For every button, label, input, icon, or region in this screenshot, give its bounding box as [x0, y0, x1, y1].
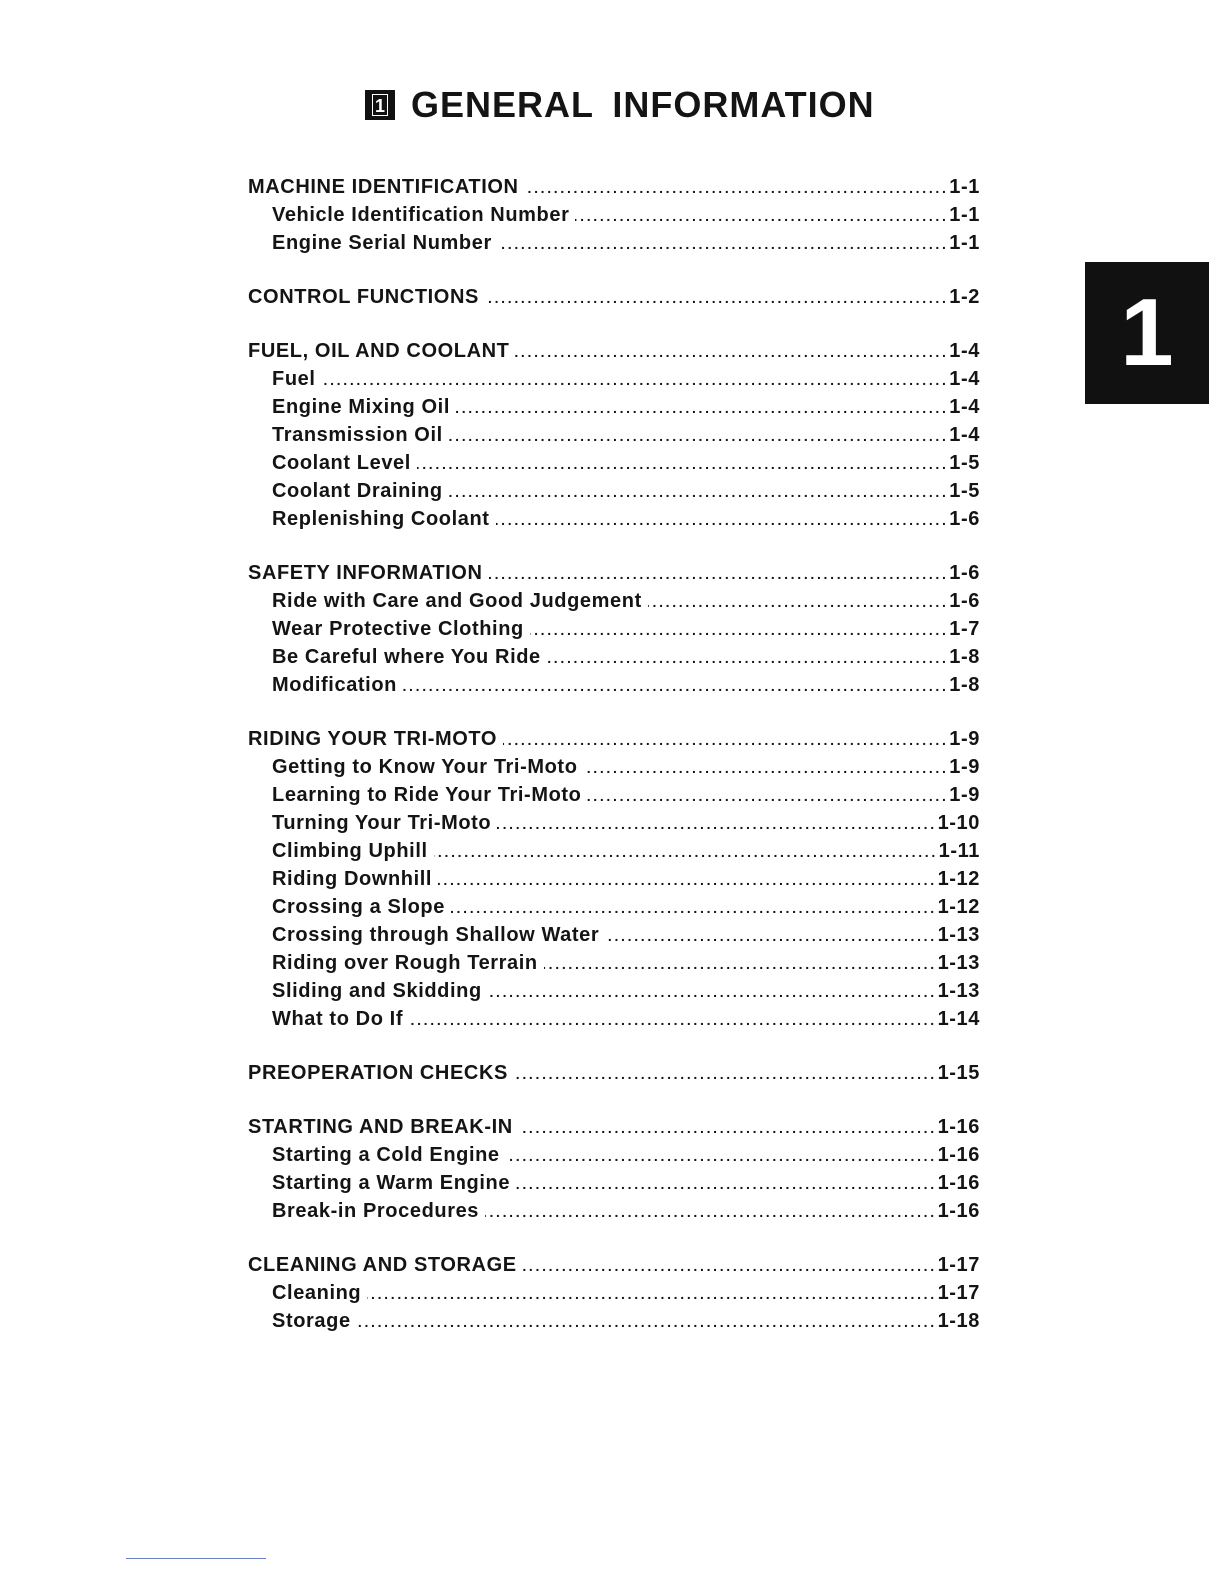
page-number: 1-4 [949, 396, 980, 418]
dot-leader [449, 421, 946, 441]
toc-section-heading[interactable] [248, 283, 980, 311]
toc-entry[interactable] [248, 201, 980, 229]
toc-entry-label: Coolant Level [272, 452, 411, 474]
toc-entry-label: Engine Mixing Oil [272, 396, 450, 418]
dot-leader [584, 753, 946, 773]
page-number: 1-5 [949, 480, 980, 502]
toc-section [248, 1113, 980, 1225]
dot-leader [519, 1113, 934, 1133]
toc-entry[interactable] [248, 449, 980, 477]
toc-entry[interactable] [248, 1141, 980, 1169]
toc-entry-label: Crossing a Slope [272, 896, 445, 918]
dot-leader [605, 921, 933, 941]
page-number: 1-18 [937, 1310, 980, 1332]
page-number: 1-9 [949, 784, 980, 806]
page-number: 1-15 [937, 1062, 980, 1084]
toc-entry-label: Climbing Uphill [272, 840, 428, 862]
dot-leader [523, 1251, 934, 1271]
chapter-header [365, 84, 875, 126]
dot-leader [434, 837, 935, 857]
toc-section-heading[interactable] [248, 1113, 980, 1141]
toc-entry-label: Break-in Procedures [272, 1200, 480, 1222]
toc-entry-label: Starting a Warm Engine [272, 1172, 511, 1194]
page-number: 1-1 [949, 204, 980, 226]
dot-leader [515, 337, 945, 357]
dot-leader [367, 1279, 933, 1299]
page-number: 1-16 [937, 1144, 980, 1166]
toc-entry[interactable] [248, 837, 980, 865]
toc-entry-label: Getting to Know Your Tri-Moto [272, 756, 578, 778]
toc-entry-label: Transmission Oil [272, 424, 443, 446]
page-number: 1-9 [949, 756, 980, 778]
dot-leader [485, 1197, 934, 1217]
toc-heading-label: STARTING AND BREAK-IN [248, 1116, 513, 1138]
toc-section-heading[interactable] [248, 1059, 980, 1087]
page-number: 1-17 [937, 1254, 980, 1276]
toc-entry[interactable] [248, 643, 980, 671]
toc-section [248, 1251, 980, 1335]
toc-entry-label: Vehicle Identification Number [272, 204, 570, 226]
dot-leader [403, 671, 945, 691]
toc-entry-label: Engine Serial Number [272, 232, 492, 254]
toc-entry[interactable] [248, 615, 980, 643]
toc-heading-label: FUEL, OIL AND COOLANT [248, 340, 510, 362]
dot-leader [506, 1141, 934, 1161]
dot-leader [456, 393, 945, 413]
dot-leader [409, 1005, 933, 1025]
toc-entry[interactable] [248, 753, 980, 781]
toc-entry[interactable] [248, 393, 980, 421]
dot-leader [322, 365, 946, 385]
toc-entry-label: Turning Your Tri-Moto [272, 812, 492, 834]
page-number: 1-12 [937, 896, 980, 918]
toc-entry-label: Cleaning [272, 1282, 362, 1304]
toc-entry-label: Coolant Draining [272, 480, 443, 502]
toc-entry[interactable] [248, 671, 980, 699]
dot-leader [489, 559, 946, 579]
page-number: 1-16 [937, 1200, 980, 1222]
chapter-side-tab: 1 [1085, 262, 1209, 404]
page-number: 1-13 [937, 952, 980, 974]
toc-entry[interactable] [248, 865, 980, 893]
page-number: 1-12 [937, 868, 980, 890]
toc-section [248, 559, 980, 699]
toc-section [248, 283, 980, 311]
page-number: 1-7 [949, 618, 980, 640]
toc-heading-label: PREOPERATION CHECKS [248, 1062, 508, 1084]
dot-leader [514, 1059, 934, 1079]
page-number: 1-14 [937, 1008, 980, 1030]
footer-divider [126, 1558, 266, 1559]
page-number: 1-6 [949, 562, 980, 584]
toc-entry[interactable] [248, 921, 980, 949]
chapter-number-icon [365, 90, 395, 120]
page-number: 1-10 [937, 812, 980, 834]
toc-entry[interactable] [248, 1169, 980, 1197]
dot-leader [496, 505, 946, 525]
toc-entry[interactable] [248, 1279, 980, 1307]
toc-entry-label: Fuel [272, 368, 316, 390]
toc-entry-label: Ride with Care and Good Judgement [272, 590, 642, 612]
table-of-contents [248, 173, 980, 1361]
page-number: 1-11 [938, 840, 980, 862]
dot-leader [485, 283, 945, 303]
page-number: 1-8 [949, 646, 980, 668]
toc-section [248, 1059, 980, 1087]
toc-section-heading[interactable] [248, 173, 980, 201]
toc-entry-label: What to Do If [272, 1008, 404, 1030]
dot-leader [357, 1307, 934, 1327]
page-number: 1-4 [949, 424, 980, 446]
toc-entry-label: Learning to Ride Your Tri-Moto [272, 784, 582, 806]
page-number: 1-13 [937, 980, 980, 1002]
toc-heading-label: MACHINE IDENTIFICATION [248, 176, 519, 198]
toc-entry-label: Modification [272, 674, 397, 696]
page-title: GENERAL INFORMATION [411, 84, 875, 125]
toc-entry-label: Riding over Rough Terrain [272, 952, 538, 974]
toc-section-heading[interactable] [248, 725, 980, 753]
toc-heading-label: RIDING YOUR TRI-MOTO [248, 728, 498, 750]
dot-leader [488, 977, 934, 997]
toc-entry[interactable] [248, 365, 980, 393]
toc-entry[interactable] [248, 505, 980, 533]
page-number: 1-6 [949, 590, 980, 612]
toc-entry-label: Wear Protective Clothing [272, 618, 524, 640]
dot-leader [530, 615, 945, 635]
toc-section [248, 173, 980, 257]
toc-section-heading[interactable] [248, 559, 980, 587]
toc-entry[interactable] [248, 949, 980, 977]
page-number: 1-1 [949, 176, 980, 198]
dot-leader [575, 201, 945, 221]
page-number: 1-1 [949, 232, 980, 254]
toc-entry[interactable] [248, 421, 980, 449]
toc-entry[interactable] [248, 893, 980, 921]
toc-section-heading[interactable] [248, 1251, 980, 1279]
dot-leader [417, 449, 945, 469]
dot-leader [498, 229, 945, 249]
page-number: 1-9 [949, 728, 980, 750]
toc-entry[interactable] [248, 477, 980, 505]
dot-leader [449, 477, 946, 497]
page-number: 1-5 [949, 452, 980, 474]
page-number: 1-2 [949, 286, 980, 308]
dot-leader [451, 893, 934, 913]
toc-entry[interactable] [248, 1005, 980, 1033]
dot-leader [525, 173, 946, 193]
page-number: 1-6 [949, 508, 980, 530]
toc-entry-label: Starting a Cold Engine [272, 1144, 500, 1166]
page-number: 1-4 [949, 368, 980, 390]
toc-entry[interactable] [248, 809, 980, 837]
page-number: 1-16 [937, 1172, 980, 1194]
dot-leader [587, 781, 945, 801]
dot-leader [547, 643, 946, 663]
page-number: 1-13 [937, 924, 980, 946]
toc-section-heading[interactable] [248, 337, 980, 365]
toc-entry[interactable] [248, 229, 980, 257]
chapter-badge-number: 1 [372, 94, 388, 116]
dot-leader [648, 587, 945, 607]
toc-entry-label: Riding Downhill [272, 868, 433, 890]
toc-section [248, 337, 980, 533]
toc-entry-label: Replenishing Coolant [272, 508, 490, 530]
dot-leader [438, 865, 933, 885]
dot-leader [544, 949, 934, 969]
toc-entry-label: Sliding and Skidding [272, 980, 482, 1002]
dot-leader [497, 809, 933, 829]
page-number: 1-8 [949, 674, 980, 696]
dot-leader [503, 725, 945, 745]
toc-entry-label: Be Careful where You Ride [272, 646, 541, 668]
toc-entry[interactable] [248, 781, 980, 809]
toc-section [248, 725, 980, 1033]
page-number: 1-16 [937, 1116, 980, 1138]
toc-entry[interactable] [248, 1197, 980, 1225]
dot-leader [516, 1169, 934, 1189]
toc-heading-label: CLEANING AND STORAGE [248, 1254, 517, 1276]
toc-entry[interactable] [248, 1307, 980, 1335]
toc-entry-label: Storage [272, 1310, 351, 1332]
page-number: 1-17 [937, 1282, 980, 1304]
page-number: 1-4 [949, 340, 980, 362]
toc-heading-label: CONTROL FUNCTIONS [248, 286, 479, 308]
toc-heading-label: SAFETY INFORMATION [248, 562, 483, 584]
toc-entry-label: Crossing through Shallow Water [272, 924, 600, 946]
toc-entry[interactable] [248, 587, 980, 615]
toc-entry[interactable] [248, 977, 980, 1005]
